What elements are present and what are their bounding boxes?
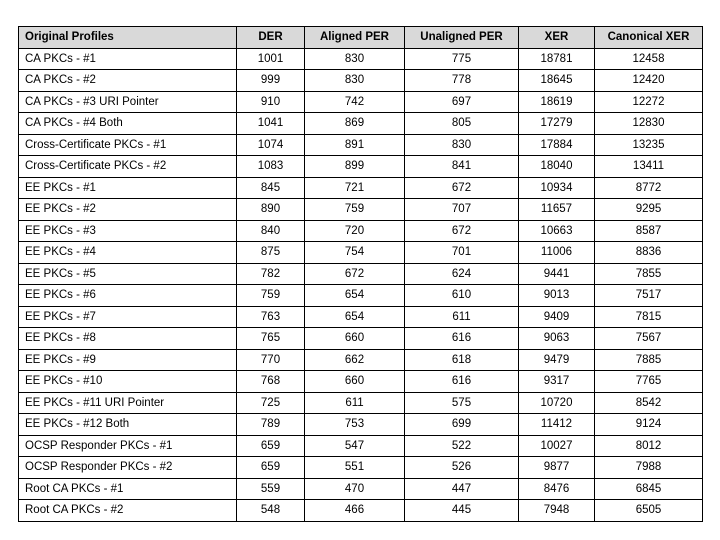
- aligned-per-value: 660: [305, 371, 405, 393]
- unaligned-per-value: 618: [405, 349, 519, 371]
- table-row: [19, 392, 703, 414]
- aligned-per-value: 830: [305, 70, 405, 92]
- header-xer: XER: [519, 27, 595, 49]
- unaligned-per-value: 672: [405, 220, 519, 242]
- profile-name: CA PKCs - #3 URI Pointer: [19, 91, 237, 113]
- canonical-xer-value: 12830: [595, 113, 703, 135]
- der-value: 910: [237, 91, 305, 113]
- xer-value: 7948: [519, 500, 595, 522]
- table-row: [19, 349, 703, 371]
- aligned-per-value: 754: [305, 242, 405, 264]
- aligned-per-value: 551: [305, 457, 405, 479]
- xer-value: 10027: [519, 435, 595, 457]
- canonical-xer-value: 7517: [595, 285, 703, 307]
- profile-name: EE PKCs - #8: [19, 328, 237, 350]
- der-value: 1041: [237, 113, 305, 135]
- xer-value: 18645: [519, 70, 595, 92]
- profile-name: CA PKCs - #4 Both: [19, 113, 237, 135]
- canonical-xer-value: 13235: [595, 134, 703, 156]
- der-value: 789: [237, 414, 305, 436]
- unaligned-per-value: 624: [405, 263, 519, 285]
- aligned-per-value: 742: [305, 91, 405, 113]
- unaligned-per-value: 447: [405, 478, 519, 500]
- der-value: 725: [237, 392, 305, 414]
- unaligned-per-value: 445: [405, 500, 519, 522]
- der-value: 765: [237, 328, 305, 350]
- header-unaligned-per: Unaligned PER: [405, 27, 519, 49]
- unaligned-per-value: 611: [405, 306, 519, 328]
- table-row: [19, 156, 703, 178]
- profile-name: Cross-Certificate PKCs - #2: [19, 156, 237, 178]
- aligned-per-value: 759: [305, 199, 405, 221]
- der-value: 770: [237, 349, 305, 371]
- header-original-profiles: Original Profiles: [19, 27, 237, 49]
- canonical-xer-value: 13411: [595, 156, 703, 178]
- aligned-per-value: 753: [305, 414, 405, 436]
- profile-name: EE PKCs - #9: [19, 349, 237, 371]
- table-row: [19, 478, 703, 500]
- canonical-xer-value: 8012: [595, 435, 703, 457]
- unaligned-per-value: 699: [405, 414, 519, 436]
- aligned-per-value: 721: [305, 177, 405, 199]
- der-value: 890: [237, 199, 305, 221]
- xer-value: 9063: [519, 328, 595, 350]
- unaligned-per-value: 575: [405, 392, 519, 414]
- aligned-per-value: 547: [305, 435, 405, 457]
- canonical-xer-value: 8587: [595, 220, 703, 242]
- aligned-per-value: 720: [305, 220, 405, 242]
- canonical-xer-value: 6505: [595, 500, 703, 522]
- der-value: 999: [237, 70, 305, 92]
- unaligned-per-value: 522: [405, 435, 519, 457]
- table-row: [19, 500, 703, 522]
- canonical-xer-value: 7765: [595, 371, 703, 393]
- table-row: [19, 457, 703, 479]
- unaligned-per-value: 778: [405, 70, 519, 92]
- canonical-xer-value: 6845: [595, 478, 703, 500]
- der-value: 782: [237, 263, 305, 285]
- der-value: 559: [237, 478, 305, 500]
- table-row: [19, 220, 703, 242]
- canonical-xer-value: 12272: [595, 91, 703, 113]
- der-value: 548: [237, 500, 305, 522]
- xer-value: 10663: [519, 220, 595, 242]
- canonical-xer-value: 8542: [595, 392, 703, 414]
- table-row: [19, 242, 703, 264]
- profile-name: EE PKCs - #6: [19, 285, 237, 307]
- xer-value: 11412: [519, 414, 595, 436]
- xer-value: 9409: [519, 306, 595, 328]
- xer-value: 10934: [519, 177, 595, 199]
- profile-name: CA PKCs - #2: [19, 70, 237, 92]
- profile-name: Root CA PKCs - #1: [19, 478, 237, 500]
- profile-name: Cross-Certificate PKCs - #1: [19, 134, 237, 156]
- der-value: 768: [237, 371, 305, 393]
- canonical-xer-value: 8772: [595, 177, 703, 199]
- unaligned-per-value: 526: [405, 457, 519, 479]
- unaligned-per-value: 830: [405, 134, 519, 156]
- der-value: 1074: [237, 134, 305, 156]
- xer-value: 18040: [519, 156, 595, 178]
- profile-name: EE PKCs - #5: [19, 263, 237, 285]
- aligned-per-value: 891: [305, 134, 405, 156]
- table-row: [19, 414, 703, 436]
- der-value: 659: [237, 435, 305, 457]
- profile-name: EE PKCs - #10: [19, 371, 237, 393]
- canonical-xer-value: 12458: [595, 48, 703, 70]
- profile-name: EE PKCs - #1: [19, 177, 237, 199]
- profile-name: EE PKCs - #12 Both: [19, 414, 237, 436]
- aligned-per-value: 899: [305, 156, 405, 178]
- header-der: DER: [237, 27, 305, 49]
- aligned-per-value: 869: [305, 113, 405, 135]
- der-value: 845: [237, 177, 305, 199]
- profile-name: EE PKCs - #2: [19, 199, 237, 221]
- table-row: [19, 285, 703, 307]
- unaligned-per-value: 672: [405, 177, 519, 199]
- der-value: 875: [237, 242, 305, 264]
- unaligned-per-value: 616: [405, 328, 519, 350]
- unaligned-per-value: 701: [405, 242, 519, 264]
- aligned-per-value: 830: [305, 48, 405, 70]
- canonical-xer-value: 7855: [595, 263, 703, 285]
- encoding-size-table: [18, 26, 703, 522]
- xer-value: 9013: [519, 285, 595, 307]
- xer-value: 9317: [519, 371, 595, 393]
- table-row: [19, 306, 703, 328]
- profile-name: Root CA PKCs - #2: [19, 500, 237, 522]
- unaligned-per-value: 707: [405, 199, 519, 221]
- der-value: 1001: [237, 48, 305, 70]
- table-row: [19, 328, 703, 350]
- table-body: [19, 48, 703, 521]
- unaligned-per-value: 616: [405, 371, 519, 393]
- aligned-per-value: 611: [305, 392, 405, 414]
- aligned-per-value: 662: [305, 349, 405, 371]
- aligned-per-value: 654: [305, 306, 405, 328]
- unaligned-per-value: 805: [405, 113, 519, 135]
- xer-value: 18781: [519, 48, 595, 70]
- unaligned-per-value: 610: [405, 285, 519, 307]
- der-value: 1083: [237, 156, 305, 178]
- xer-value: 11657: [519, 199, 595, 221]
- profile-name: EE PKCs - #11 URI Pointer: [19, 392, 237, 414]
- header-aligned-per: Aligned PER: [305, 27, 405, 49]
- canonical-xer-value: 9295: [595, 199, 703, 221]
- table-row: [19, 263, 703, 285]
- aligned-per-value: 660: [305, 328, 405, 350]
- table-row: [19, 199, 703, 221]
- table-row: [19, 371, 703, 393]
- canonical-xer-value: 7815: [595, 306, 703, 328]
- unaligned-per-value: 697: [405, 91, 519, 113]
- canonical-xer-value: 12420: [595, 70, 703, 92]
- xer-value: 17884: [519, 134, 595, 156]
- xer-value: 9479: [519, 349, 595, 371]
- xer-value: 18619: [519, 91, 595, 113]
- xer-value: 17279: [519, 113, 595, 135]
- xer-value: 11006: [519, 242, 595, 264]
- aligned-per-value: 654: [305, 285, 405, 307]
- unaligned-per-value: 775: [405, 48, 519, 70]
- aligned-per-value: 466: [305, 500, 405, 522]
- profile-name: EE PKCs - #4: [19, 242, 237, 264]
- table-row: [19, 70, 703, 92]
- table-header: [19, 27, 703, 49]
- xer-value: 9877: [519, 457, 595, 479]
- unaligned-per-value: 841: [405, 156, 519, 178]
- aligned-per-value: 672: [305, 263, 405, 285]
- canonical-xer-value: 7988: [595, 457, 703, 479]
- der-value: 659: [237, 457, 305, 479]
- table-row: [19, 134, 703, 156]
- header-row: [19, 27, 703, 49]
- table-row: [19, 48, 703, 70]
- xer-value: 10720: [519, 392, 595, 414]
- profile-name: EE PKCs - #3: [19, 220, 237, 242]
- canonical-xer-value: 9124: [595, 414, 703, 436]
- der-value: 759: [237, 285, 305, 307]
- profile-name: OCSP Responder PKCs - #2: [19, 457, 237, 479]
- table-row: [19, 113, 703, 135]
- table-row: [19, 435, 703, 457]
- xer-value: 8476: [519, 478, 595, 500]
- profile-name: EE PKCs - #7: [19, 306, 237, 328]
- profile-name: CA PKCs - #1: [19, 48, 237, 70]
- der-value: 763: [237, 306, 305, 328]
- profile-name: OCSP Responder PKCs - #1: [19, 435, 237, 457]
- der-value: 840: [237, 220, 305, 242]
- table-row: [19, 91, 703, 113]
- canonical-xer-value: 7567: [595, 328, 703, 350]
- canonical-xer-value: 8836: [595, 242, 703, 264]
- aligned-per-value: 470: [305, 478, 405, 500]
- canonical-xer-value: 7885: [595, 349, 703, 371]
- table-row: [19, 177, 703, 199]
- xer-value: 9441: [519, 263, 595, 285]
- header-canonical-xer: Canonical XER: [595, 27, 703, 49]
